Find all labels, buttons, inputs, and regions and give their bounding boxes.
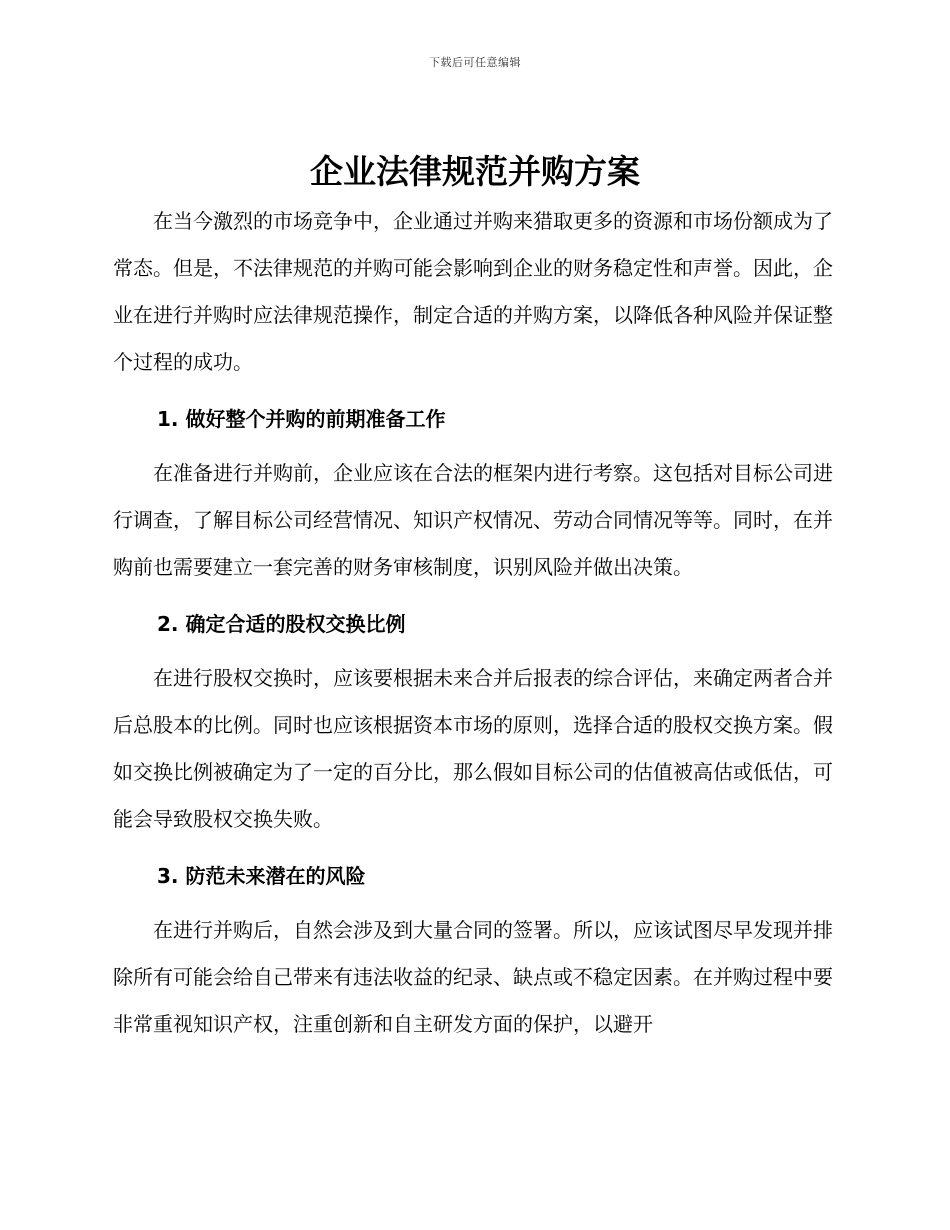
- section-heading-2: 2. 确定合适的股权交换比例: [157, 612, 406, 636]
- section-heading-3: 3. 防范未来潜在的风险: [157, 864, 366, 888]
- page-header-note: 下载后可任意编辑: [429, 56, 521, 69]
- section-heading-1: 1. 做好整个并购的前期准备工作: [157, 407, 446, 431]
- section-paragraph-3: 在进行并购后，自然会涉及到大量合同的签署。所以，应该试图尽早发现并排除所有可能会给自己带来有违法收益的纪录、缺点或不稳定因素。在并购过程中要非常重视知识产权，注重创新和自主研发方面的保护，以避开: [113, 918, 833, 1036]
- section-paragraph-1: 在准备进行并购前，企业应该在合法的框架内进行考察。这包括对目标公司进行调查，了解目标公司经营情况、知识产权情况、劳动合同情况等等。同时，在并购前也需要建立一套完善的财务审核制度，识别风险并做出决策。: [113, 461, 833, 579]
- section-paragraph-2: 在进行股权交换时，应该要根据未来合并后报表的综合评估，来确定两者合并后总股本的比例。同时也应该根据资本市场的原则，选择合适的股权交换方案。假如交换比例被确定为了一定的百分比，那么假如目标公司的估值被高估或低估，可能会导致股权交换失败。: [113, 666, 833, 831]
- document-body: [113, 198, 833, 1048]
- document-title: 企业法律规范并购方案: [310, 152, 640, 191]
- intro-paragraph: 在当今激烈的市场竞争中，企业通过并购来猎取更多的资源和市场份额成为了常态。但是，不法律规范的并购可能会影响到企业的财务稳定性和声誉。因此，企业在进行并购时应法律规范操作，制定合适的并购方案，以降低各种风险并保证整个过程的成功。: [113, 209, 833, 374]
